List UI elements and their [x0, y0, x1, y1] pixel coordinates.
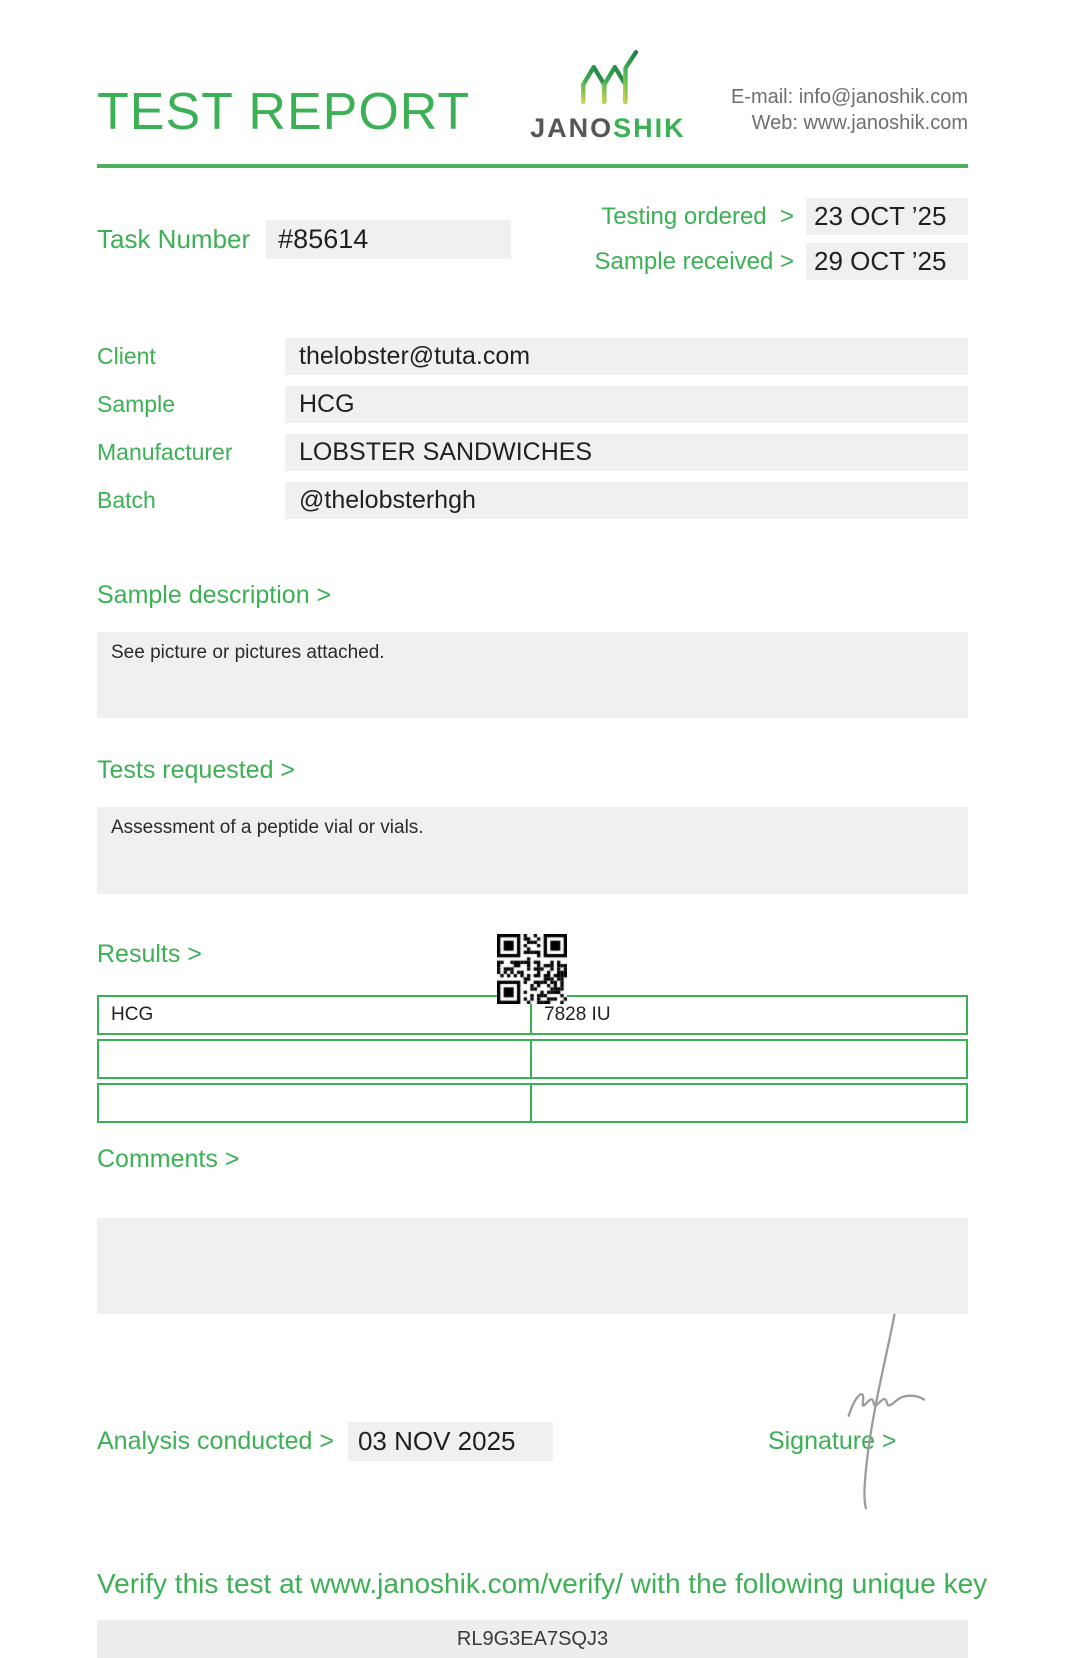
contact-block [731, 84, 968, 142]
qr-code-icon [497, 934, 567, 1004]
dates-column [595, 198, 968, 280]
details-section [97, 338, 968, 519]
brand-logo [530, 48, 686, 142]
brand-name-primary: JANO [530, 113, 614, 143]
sample-description-box: See picture or pictures attached. [97, 632, 968, 718]
signature-label: Signature > [767, 1427, 897, 1455]
brand-name [530, 115, 686, 142]
result-value-cell [532, 1085, 966, 1121]
manufacturer-value: LOBSTER SANDWICHES [285, 434, 968, 471]
meta-section [97, 198, 968, 280]
testing-ordered-value: 23 OCT ’25 [806, 198, 968, 235]
sample-description-heading: Sample description > [97, 581, 332, 609]
detail-row-client [97, 338, 968, 375]
testing-ordered-label: Testing ordered > [601, 202, 794, 230]
brand-name-secondary: SHIK [613, 113, 686, 143]
unique-key-value: RL9G3EA7SQJ3 [456, 1627, 609, 1650]
handwritten-signature-icon [833, 1311, 933, 1516]
batch-label: Batch [97, 487, 156, 513]
comments-box [97, 1218, 968, 1314]
task-number-value: #85614 [266, 220, 511, 259]
comments-heading: Comments > [97, 1145, 240, 1173]
manufacturer-label: Manufacturer [97, 439, 233, 465]
result-name-cell [99, 1085, 532, 1121]
rising-peaks-chart-icon [577, 48, 639, 111]
contact-email: E-mail: info@janoshik.com [730, 86, 968, 108]
header-divider [97, 164, 968, 168]
page-title: TEST REPORT [97, 83, 471, 141]
contact-web: Web: www.janoshik.com [751, 112, 968, 134]
analysis-conducted-label: Analysis conducted > [97, 1427, 334, 1455]
batch-value: @thelobsterhgh [285, 482, 968, 519]
results-table [97, 995, 968, 1123]
sample-value: HCG [285, 386, 968, 423]
result-name-cell [99, 1041, 532, 1077]
result-name-cell: HCG [99, 997, 532, 1033]
results-heading: Results > [97, 940, 202, 968]
footer-section [97, 1366, 968, 1556]
verify-instruction: Verify this test at www.janoshik.com/verify/ with the following unique key [97, 1568, 988, 1599]
result-value-cell: 7828 IU [544, 1004, 611, 1025]
unique-key-box [97, 1620, 968, 1658]
detail-row-batch [97, 482, 968, 519]
test-report-page [0, 48, 1085, 1648]
sample-received-label: Sample received > [594, 247, 794, 275]
testing-ordered-row [595, 198, 968, 235]
client-value: thelobster@tuta.com [285, 338, 968, 375]
analysis-conducted-value: 03 NOV 2025 [348, 1422, 553, 1461]
table-row [97, 1083, 968, 1123]
header [97, 48, 968, 142]
result-value-cell [532, 1041, 966, 1077]
client-label: Client [97, 343, 156, 369]
tests-requested-box: Assessment of a peptide vial or vials. [97, 807, 968, 894]
tests-requested-heading: Tests requested > [97, 756, 296, 784]
detail-row-manufacturer [97, 434, 968, 471]
task-number-label: Task Number [97, 223, 251, 254]
task-number-group [97, 198, 511, 280]
results-section [97, 926, 968, 1123]
table-row [97, 1039, 968, 1079]
sample-received-value: 29 OCT ’25 [806, 243, 968, 280]
sample-label: Sample [97, 391, 175, 417]
sample-received-row [595, 243, 968, 280]
detail-row-sample [97, 386, 968, 423]
